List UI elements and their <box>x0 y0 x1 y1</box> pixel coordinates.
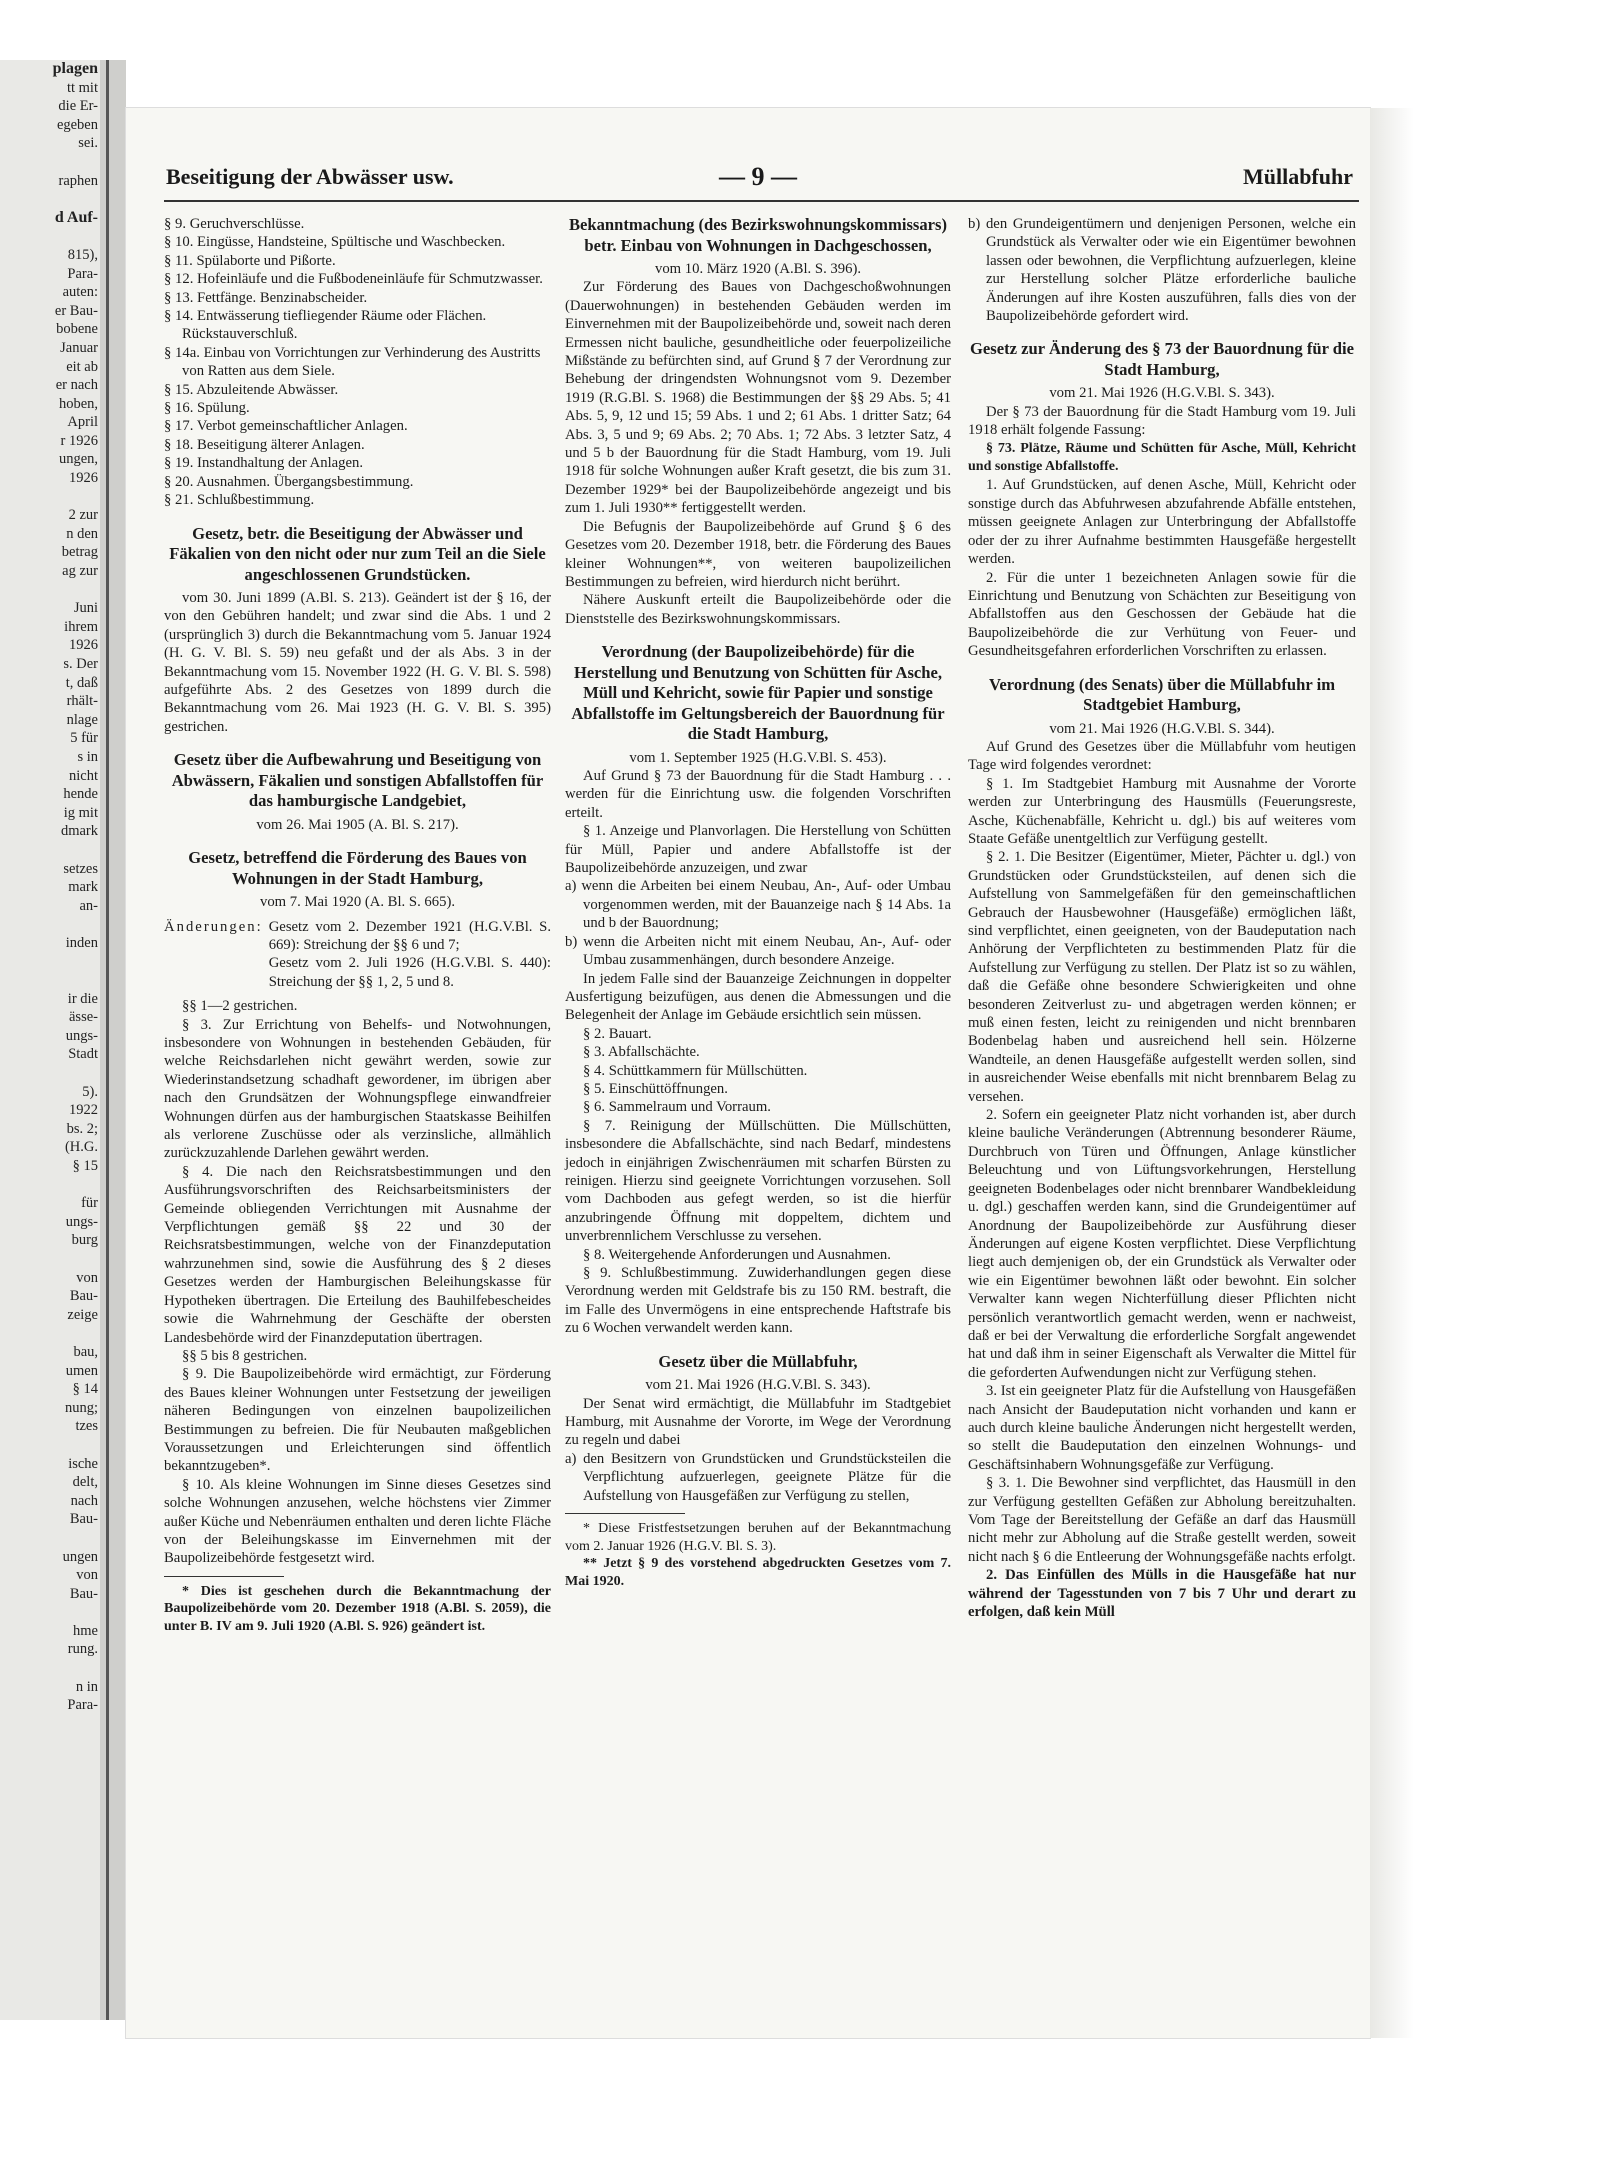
amendments-label: Änderungen: <box>164 918 263 935</box>
column-2 <box>565 215 951 1590</box>
amendments <box>164 918 551 992</box>
left-page-line: raphen <box>58 172 98 189</box>
left-page-line: 1926 <box>69 470 98 487</box>
left-page-line: Stadt <box>68 1046 98 1063</box>
list-item: § 21. Schlußbestimmung. <box>164 492 315 509</box>
paragraph: Der Senat wird ermächtigt, die Müllabfuhr im Stadtgebiet Hamburg, mit Ausnahme der Vororte, im Wege der Verordnung zu regeln und dabei <box>565 1395 951 1449</box>
paragraph: § 1. Im Stadtgebiet Hamburg mit Ausnahme der Vororte werden zur Unterbringung des Hausmülls (Feuerungsreste, Asche, Küchenabfälle, Kehricht u. dgl.) bis auf weiteres vom Staate Gefäße unentgeltlich zur Verfügung gestellt. <box>968 775 1356 847</box>
list-item: § 14a. Einbau von Vorrichtungen zur Verhinderung des Austritts von Ratten aus dem Siele. <box>164 344 541 380</box>
left-page-line: 5). <box>82 1083 98 1100</box>
left-page-line: d Auf- <box>54 208 98 226</box>
page-number: — 9 — <box>719 162 797 191</box>
left-page-line: Januar <box>60 339 98 356</box>
section-heading: Bekanntmachung (des Bezirkswohnungskommissars) betr. Einbau von Wohnungen in Dachgeschossen, <box>568 215 948 255</box>
paragraph-heading: § 73. Plätze, Räume und Schütten für Asche, Müll, Kehricht und sonstige Abfallstoffe. <box>968 440 1356 475</box>
list-item: § 3. Abfallschächte. <box>583 1044 700 1061</box>
running-header <box>164 160 1359 202</box>
left-page-line: § 14 <box>72 1381 98 1398</box>
left-page-line: auten: <box>62 284 98 301</box>
page-edge <box>1370 108 1414 2038</box>
section-heading: Verordnung (des Senats) über die Müllabfuhr im Stadtgebiet Hamburg, <box>988 674 1336 715</box>
date-line: vom 1. September 1925 (H.G.V.Bl. S. 453). <box>629 749 887 766</box>
left-page-line: von <box>76 1567 98 1584</box>
left-page-line: egeben <box>56 116 98 133</box>
date-line: vom 21. Mai 1926 (H.G.V.Bl. S. 344). <box>1049 720 1275 737</box>
left-page-text <box>2 60 98 1715</box>
left-page-line: sei. <box>78 135 98 152</box>
left-page-line: r 1926 <box>60 432 98 449</box>
paragraph: § 3. 1. Die Bewohner sind verpflichtet, das Hausmüll in den zur Verfügung gestellten Gefäßen zur Abholung bereitzuhalten. Vom Tage der Bereitstellung der Gefäße an darf das Hausmüll nicht mehr zur Abholung auf die Straße gestellt werden, soweit nicht nach § 6 die Entleerung der Wohnungsgefäße nachts erfolgt. <box>968 1475 1356 1565</box>
paragraph: Der § 73 der Bauordnung für die Stadt Hamburg vom 19. Juli 1918 erhält folgende Fassung: <box>968 403 1356 439</box>
paragraph: Die Befugnis der Baupolizeibehörde auf Grund § 6 des Gesetzes vom 20. Dezember 1918, betr. die Förderung des Baues kleiner Wohnungen**, von weiteren baupolizeilichen Bestimmungen zu befreien, wird hierdurch nicht berührt. <box>565 518 951 590</box>
left-page-line: hende <box>63 786 98 803</box>
left-page-line: plagen <box>52 60 98 77</box>
left-page-line: § 15 <box>72 1158 98 1175</box>
column-3 <box>968 215 1356 1621</box>
footnote-separator <box>565 1513 685 1514</box>
paragraph: In jedem Falle sind der Bauanzeige Zeichnungen in doppelter Ausfertigung beizufügen, aus denen die Abmessungen und die Belegenheit der Anlage im Gebäude ersichtlich sein müssen. <box>565 970 951 1024</box>
left-page-line: er nach <box>55 377 98 394</box>
left-page-line <box>2 1603 98 1622</box>
list-item: § 4. Schüttkammern für Müllschütten. <box>583 1062 808 1079</box>
date-line: vom 10. März 1920 (A.Bl. S. 396). <box>654 261 862 277</box>
paragraph: §§ 1—2 gestrichen. <box>182 998 298 1015</box>
list-item: § 9. Geruchverschlüsse. <box>164 216 305 232</box>
left-page-line: an- <box>79 897 98 914</box>
left-page-line: nicht <box>69 767 98 784</box>
left-page-line: die Er- <box>58 98 98 115</box>
paragraph: Zur Förderung des Baues von Dachgeschoßwohnungen (Dauerwohnungen) in bestehenden Gebäuden werden im Einvernehmen mit der Baupolizeibehörde und, soweit nach deren Ermessen nicht bauliche, gesundheitliche oder feuerpolizeiliche Mißstände zu befürchten sind, auf Grund § 7 der Verordnung zur Behebung der dringendsten Wohnungsnot vom 9. Dezember 1919 (R.G.Bl. S. 1968) die Bestimmungen der §§ 29 Abs. 5; 41 Abs. 5, 9, 12 und 15; 59 Abs. 1 und 2; 61 Abs. 1 dritter Satz; 64 Abs. 3, 5 und 9; 69 Abs. 2; 70 Abs. 1; 72 Abs. 3 letzter Satz, 4 und 5 b der Bauordnung für die Stadt Hamburg, vom 19. Juli 1918 für solche Wohnungen außer Kraft gesetzt, die bis zum 31. Dezember 1929* bei der Baupolizeibehörde angezeigt und bis zum 1. Juli 1930** fertiggestellt werden. <box>565 279 951 517</box>
left-page-line <box>2 190 98 209</box>
left-page-line: n den <box>66 525 98 542</box>
list-item: § 2. Bauart. <box>583 1025 652 1042</box>
left-page-line: delt, <box>72 1474 98 1491</box>
left-page-line <box>2 1064 98 1083</box>
paragraph: 3. Ist ein geeigneter Platz für die Aufstellung von Hausgefäßen nach Ansicht der Baudeputation nicht vorhanden und kann er auch durch kleine bauliche Änderungen nicht hergestellt werden, so stellt die Baudeputation den einzelnen Wohnungs- und Geschäftsinhabern Wohnungsgefäße zur Verfügung. <box>968 1383 1356 1473</box>
amendment: Gesetz vom 2. Dezember 1921 (H.G.V.Bl. S. 669): Streichung der §§ 6 und 7; <box>268 918 551 953</box>
left-page-line: setzes <box>63 860 98 877</box>
paragraph: 2. Für die unter 1 bezeichneten Anlagen sowie für die Einrichtung und Benutzung von Schächten zur Beseitigung von Abfallstoffen aus den Geschossen der Gebäude hat die Baupolizeibehörde die zur Verhütung von Feuer- und Gesundheitsgefahren erforderlichen Vorschriften zu erlassen. <box>968 569 1356 660</box>
left-page-line: rung. <box>67 1641 98 1658</box>
left-page-line: von <box>76 1269 98 1286</box>
left-page-line: Para- <box>67 265 98 282</box>
header-right: Müllabfuhr <box>1242 164 1353 189</box>
left-page-line: bobene <box>56 321 98 338</box>
left-page-line: rhält- <box>66 693 98 710</box>
paragraph: vom 30. Juni 1899 (A.Bl. S. 213). Geändert ist der § 16, der von den Gebühren handelt; und zwar sind die Abs. 1 und 2 (ursprünglich 3) durch die Bekanntmachung vom 5. Januar 1924 (H. G. V. Bl. S. 59) neu gefaßt und der als Abs. 3 in der Bekanntmachung vom 15. November 1922 (H. G. V. Bl. S. 598) aufgeführte Abs. 2 des Gesetzes von 1899 durch die Bekanntmachung vom 26. Mai 1923 (H. G. V. Bl. S. 395) gestrichen. <box>164 590 551 735</box>
left-page-line: bau, <box>73 1343 98 1360</box>
left-page-line: tt mit <box>66 79 98 96</box>
paragraph: Auf Grund § 73 der Bauordnung für die Stadt Hamburg . . . werden für die Einrichtung usw. die folgenden Vorschriften erteilt. <box>565 768 951 821</box>
amendment: Gesetz vom 2. Juli 1926 (H.G.V.Bl. S. 440): Streichung der §§ 1, 2, 5 und 8. <box>268 955 551 990</box>
left-page-line: ag zur <box>62 563 98 580</box>
list-item: § 20. Ausnahmen. Übergangsbestimmung. <box>164 473 414 490</box>
left-page-line: dmark <box>60 823 98 840</box>
left-page-line <box>2 1659 98 1678</box>
list-item: § 16. Spülung. <box>164 400 250 417</box>
section-heading: Gesetz, betreffend die Förderung des Baues von Wohnungen in der Stadt Hamburg, <box>188 848 527 888</box>
left-page-line: ihrem <box>64 618 98 635</box>
left-page-line <box>2 841 98 860</box>
list-item: § 10. Eingüsse, Handsteine, Spültische und Waschbecken. <box>164 234 506 251</box>
list-item: § 17. Verbot gemeinschaftlicher Anlagen. <box>164 418 408 435</box>
paragraph: § 1. Anzeige und Planvorlagen. Die Herstellung von Schütten für Müll, Papier und andere Abfallstoffe ist der Baupolizeibehörde anzuzeigen, und zwar <box>565 823 951 877</box>
left-page-line: ische <box>68 1455 98 1472</box>
left-page-line: 2 zur <box>68 507 98 524</box>
column-1 <box>164 215 551 1636</box>
left-page-line: Bau- <box>69 1585 98 1602</box>
footnote: ** Jetzt § 9 des vorstehend abgedruckten Gesetzes vom 7. Mai 1920. <box>565 1556 951 1589</box>
section-heading: Gesetz zur Änderung des § 73 der Bauordnung für die Stadt Hamburg, <box>970 339 1354 379</box>
paragraph-list <box>164 215 551 510</box>
left-page-line: hme <box>73 1622 98 1639</box>
left-page-line: ir die <box>67 990 98 1007</box>
left-page-line: betrag <box>61 544 98 561</box>
left-page-line: Bau- <box>69 1511 98 1528</box>
left-page-line: 1926 <box>69 637 98 654</box>
book-gutter <box>100 60 126 2020</box>
paragraph: 1. Auf Grundstücken, auf denen Asche, Müll, Kehricht oder sonstige durch das Abfuhrwesen abzufahrende Abfälle entstehen, müssen geeignete Anlagen zur Unterbringung der Abfallstoffe oder der zu ihrer Aufnahme bestimmten Hausgefäße hergestellt werden. <box>968 477 1356 568</box>
paragraph: § 2. 1. Die Besitzer (Eigentümer, Mieter, Pächter u. dgl.) von Grundstücken oder Grundstücksteilen, auf denen sich die Aufstellung von Sammelgefäßen für den gemeinschaftlichen Gebrauch der Hausbewohner (Hausgefäße) ermöglichen läßt, sind verpflichtet, einen geeigneten, von der Baudeputation nach Anhörung der Verpflichteten zu bestimmenden Platz für die Aufstellung zur Verfügung zu stellen. Der Platz ist so zu wählen, daß die Gefäße ohne besondere Schwierigkeiten und ohne besonderen Zeitverlust zu- und abgetragen werden können; er muß einen festen, leicht zu reinigenden und nicht brennbaren Bodenbelag haben und ausreichend hell sein. Hölzerne Wandteile, an denen Hausgefäße aufgestellt werden sollen, sind in ausreichender Weise ebenfalls mit nicht brennbarem Belag zu versehen. <box>968 849 1356 1105</box>
section-heading: Gesetz, betr. die Beseitigung der Abwässer und Fäkalien von den nicht oder nur zum Teil an die Siele angeschlossenen Grundstücken. <box>169 523 546 584</box>
list-item: § 11. Spülaborte und Pißorte. <box>164 252 336 269</box>
left-page-line: ig mit <box>63 804 98 821</box>
paragraph: Nähere Auskunft erteilt die Baupolizeibehörde oder die Dienststelle des Bezirkswohnungskommissars. <box>565 592 951 627</box>
left-page-line: Bau- <box>69 1288 98 1305</box>
left-page-line: 1922 <box>69 1102 98 1119</box>
left-page-line <box>2 1436 98 1455</box>
left-page-line: für <box>81 1195 98 1212</box>
list-item: § 5. Einschüttöffnungen. <box>583 1080 728 1097</box>
left-page-line: zeige <box>67 1306 98 1323</box>
left-page-line: eit ab <box>66 358 98 375</box>
date-line: vom 21. Mai 1926 (H.G.V.Bl. S. 343). <box>645 1377 871 1394</box>
date-line: vom 21. Mai 1926 (H.G.V.Bl. S. 343). <box>1049 385 1275 402</box>
left-page-line: (H.G. <box>64 1139 98 1156</box>
paragraph: a) wenn die Arbeiten bei einem Neubau, An-, Auf- oder Umbau vorgenommen werden, mit der Bauanzeige nach § 14 Abs. 1a und b der Bauordnung; <box>565 878 951 932</box>
left-page-line: t, daß <box>65 674 98 691</box>
left-page-line: nlage <box>66 711 98 728</box>
left-page-line: burg <box>71 1232 98 1249</box>
left-page-line <box>2 1250 98 1269</box>
list-item: § 14. Entwässerung tiefliegender Räume oder Flächen. Rückstauverschluß. <box>164 308 487 343</box>
section-heading: Verordnung (der Baupolizeibehörde) für die Herstellung und Benutzung von Schütten für Asche, Müll und Kehricht, sowie für Papier und sonstige Abfallstoffe im Geltungsbereich der Bauordnung für die Stadt Hamburg, <box>571 642 945 744</box>
left-page-line: umen <box>65 1362 98 1379</box>
left-page-line: s in <box>77 748 98 765</box>
paragraph: § 7. Reinigung der Müllschütten. Die Müllschütten, insbesondere die Abfallschächte, sind nach Bedarf, mindestens jedoch in einjährigen Zwischenräumen mit scharfen Bürsten zu reinigen. Hierzu sind geeignete Vorrichtungen vorzusehen. Soll vom Dachboden aus gefegt werden, so ist die hierfür anzubringende Öffnung mit doppeltem, dichtem und unverbrennlichem Verschlusse zu versehen. <box>565 1117 951 1245</box>
paragraph: Auf Grund des Gesetzes über die Müllabfuhr vom heutigen Tage wird folgendes verordnet: <box>968 738 1356 774</box>
paragraph: 2. Das Einfüllen des Mülls in die Hausgefäße hat nur während der Tagesstunden von 7 bis 7 Uhr und derart zu erfolgen, daß kein Müll <box>968 1567 1356 1621</box>
list-item: § 6. Sammelraum und Vorraum. <box>583 1099 771 1116</box>
left-page-line: bs. 2; <box>66 1120 98 1137</box>
date-line: vom 26. Mai 1905 (A. Bl. S. 217). <box>256 816 459 833</box>
left-page-line: 815), <box>67 246 98 263</box>
left-page-line: mark <box>68 879 98 896</box>
left-page-line <box>2 153 98 172</box>
list-item: § 12. Hofeinläufe und die Fußbodeneinläufe für Schmutzwasser. <box>164 271 543 288</box>
left-page-line: ungs- <box>65 1027 98 1044</box>
left-page-line: ungen <box>62 1548 98 1565</box>
footnote: * Dies ist geschehen durch die Bekanntmachung der Baupolizeibehörde vom 20. Dezember 1918 (A.Bl. S. 2059), die unter B. IV am 9. Juli 1920 (A.Bl. S. 926) geändert ist. <box>164 1583 551 1634</box>
paragraph: a) den Besitzern von Grundstücken und Grundstücksteilen die Verpflichtung aufzuerlegen, geeignete Plätze für die Aufstellung von Hausgefäßen zur Verfügung zu stellen, <box>565 1450 951 1504</box>
paragraph: § 9. Schlußbestimmung. Zuwiderhandlungen gegen diese Verordnung werden mit Geldstrafe bis zu 150 RM. bestraft, die im Falle des Unvermögens in eine entsprechende Haftstrafe bis zu 6 Wochen verwandelt werden kann. <box>565 1265 951 1337</box>
left-page-line <box>2 953 98 972</box>
left-page-line <box>2 915 98 934</box>
paragraph: § 3. Zur Errichtung von Behelfs- und Notwohnungen, insbesondere von Wohnungen in bestehenden Gebäuden, für welche Reichsdarlehen nicht gewährt werden, sowie zur Wiederinstandsetzung schadhaft gewordener, im übrigen aber nach den Grundsätzen der Wohnungspflege einwandfreier Wohnungen dürfen aus der hamburgischen Staatskasse Beihilfen als verlorene Zuschüsse oder als verzinsliche, allmählich zurückzuzahlende Darlehen gewährt werden. <box>164 1016 551 1162</box>
left-page-line: 5 für <box>70 730 98 747</box>
left-page-line: nung; <box>64 1399 98 1416</box>
left-page-line <box>2 1176 98 1195</box>
gutter-line <box>106 60 109 2020</box>
left-page-line: April <box>67 414 98 431</box>
left-page-line: ässe- <box>69 1009 98 1026</box>
left-page-line: nach <box>70 1492 98 1509</box>
left-page-line: inden <box>65 934 98 951</box>
left-page-line: n in <box>75 1678 98 1695</box>
left-page-line: er Bau- <box>54 302 98 319</box>
list-item: § 15. Abzuleitende Abwässer. <box>164 381 339 398</box>
date-line: vom 7. Mai 1920 (A. Bl. S. 665). <box>259 894 456 911</box>
left-page-line <box>2 227 98 246</box>
header-left: Beseitigung der Abwässer usw. <box>166 164 454 189</box>
left-page-line: hoben, <box>58 395 98 412</box>
left-page-line: Juni <box>73 600 98 617</box>
footnote-separator <box>164 1576 284 1577</box>
left-page-line <box>2 971 98 990</box>
paragraph: § 4. Die nach den Reichsratsbestimmungen und den Ausführungsvorschriften des Reichsarbeitsministers der Gemeinde obliegenden Verrichtungen mit Ausnahme der Verpflichtungen gemäß §§ 22 und 30 der Reichsratsbestimmungen, welche von der Finanzdeputation wahrzunehmen sind, sowie die Ausführung des § 2 dieses Gesetzes werden der Hamburgischen Beleihungskasse für Hypotheken übertragen. Die Erteilung des Bauhilfebescheides sowie die Wahrnehmung der Geschäfte der obersten Landesbehörde wird der Finanzdeputation übertragen. <box>164 1163 551 1346</box>
paragraph: § 10. Als kleine Wohnungen im Sinne dieses Gesetzes sind solche Wohnungen anzusehen, welche höchstens vier Zimmer außer Küche und Nebenräumen enthalten und deren lichte Fläche von der Beleihungskasse im Einvernehmen mit der Baupolizeibehörde festgesetzt wird. <box>164 1476 551 1567</box>
list-item: § 13. Fettfänge. Benzinabscheider. <box>164 289 368 306</box>
left-page-line <box>2 581 98 600</box>
left-page-line <box>2 1529 98 1548</box>
left-page-line: tzes <box>75 1418 98 1435</box>
list-item: § 19. Instandhaltung der Anlagen. <box>164 455 364 472</box>
paragraph: b) den Grundeigentümern und denjenigen Personen, welche ein Grundstück als Verwalter oder wie ein Eigentümer bewohnen lassen oder bewohnen, die Verpflichtung aufzuerlegen, kleine zur Herstellung solcher Plätze erforderliche bauliche Änderungen auf ihre Kosten auszuführen, falls dies von der Baupolizeibehörde gefordert wird. <box>968 216 1356 325</box>
left-page-line: Para- <box>67 1697 98 1714</box>
section-heading: Gesetz über die Müllabfuhr, <box>658 1351 858 1371</box>
footnote: * Diese Fristfestsetzungen beruhen auf der Bekanntmachung vom 2. Januar 1926 (H.G.V. Bl. S. 3). <box>565 1520 951 1554</box>
left-page-line <box>2 1324 98 1343</box>
list-item: § 18. Beseitigung älterer Anlagen. <box>164 436 365 453</box>
left-page-line: s. Der <box>63 656 98 672</box>
left-page-fragment <box>0 60 106 2020</box>
paragraph: §§ 5 bis 8 gestrichen. <box>182 1347 308 1364</box>
left-page-line: ungs- <box>65 1213 98 1230</box>
left-page-line <box>2 488 98 507</box>
section-heading: Gesetz über die Aufbewahrung und Beseitigung von Abwässern, Fäkalien und sonstigen Abfallstoffen für das hamburgische Landgebiet, <box>171 750 544 811</box>
left-page-line: ungen, <box>58 451 98 468</box>
paragraph: 2. Sofern ein geeigneter Platz nicht vorhanden ist, aber durch kleine bauliche Veränderungen (Abtrennung besonderer Räume, Durchbruch von Türen und Öffnungen, Anlage künstlicher Beleuchtung und von Lüftungsvorkehrungen, Herstellung geeigneten Bodenbelages oder nicht brennbarer Wandbekleidung u. dgl.) geschaffen werden kann, sind die Grundeigentümer auf Anordnung der Baupolizeibehörde zur Ausführung dieser Änderungen auf eigene Kosten verpflichtet. Diese Verpflichtung liegt auch demjenigen ob, der ein Grundstück als Verwalter oder wie ein Eigentümer bewohnen läßt oder bewohnt. Ein solcher Verwalter kann wegen Nichterfüllung dieser Pflichten nicht persönlich verantwortlich gemacht werden, wenn er nachweist, daß er bei der Verwaltung die erforderliche Sorgfalt angewendet hat und daß ihm in seiner Eigenschaft als Verwalter die Mittel für die geforderten Aufwendungen nicht zur Verfügung stehen. <box>968 1107 1356 1381</box>
paragraph: b) wenn die Arbeiten nicht mit einem Neubau, An-, Auf- oder Umbau zusammenhängen, durch besondere Anzeige. <box>565 933 951 969</box>
paragraph: § 8. Weitergehende Anforderungen und Ausnahmen. <box>583 1246 891 1263</box>
paragraph: § 9. Die Baupolizeibehörde wird ermächtigt, zur Förderung des Baues kleiner Wohnungen unter Festsetzung der jeweiligen näheren Bedingungen von einzelnen baupolizeilichen Bestimmungen zu befreien. Die für Neubauten maßgeblichen Voraussetzungen und Erleichterungen sind öffentlich bekanntzugeben*. <box>164 1366 551 1475</box>
